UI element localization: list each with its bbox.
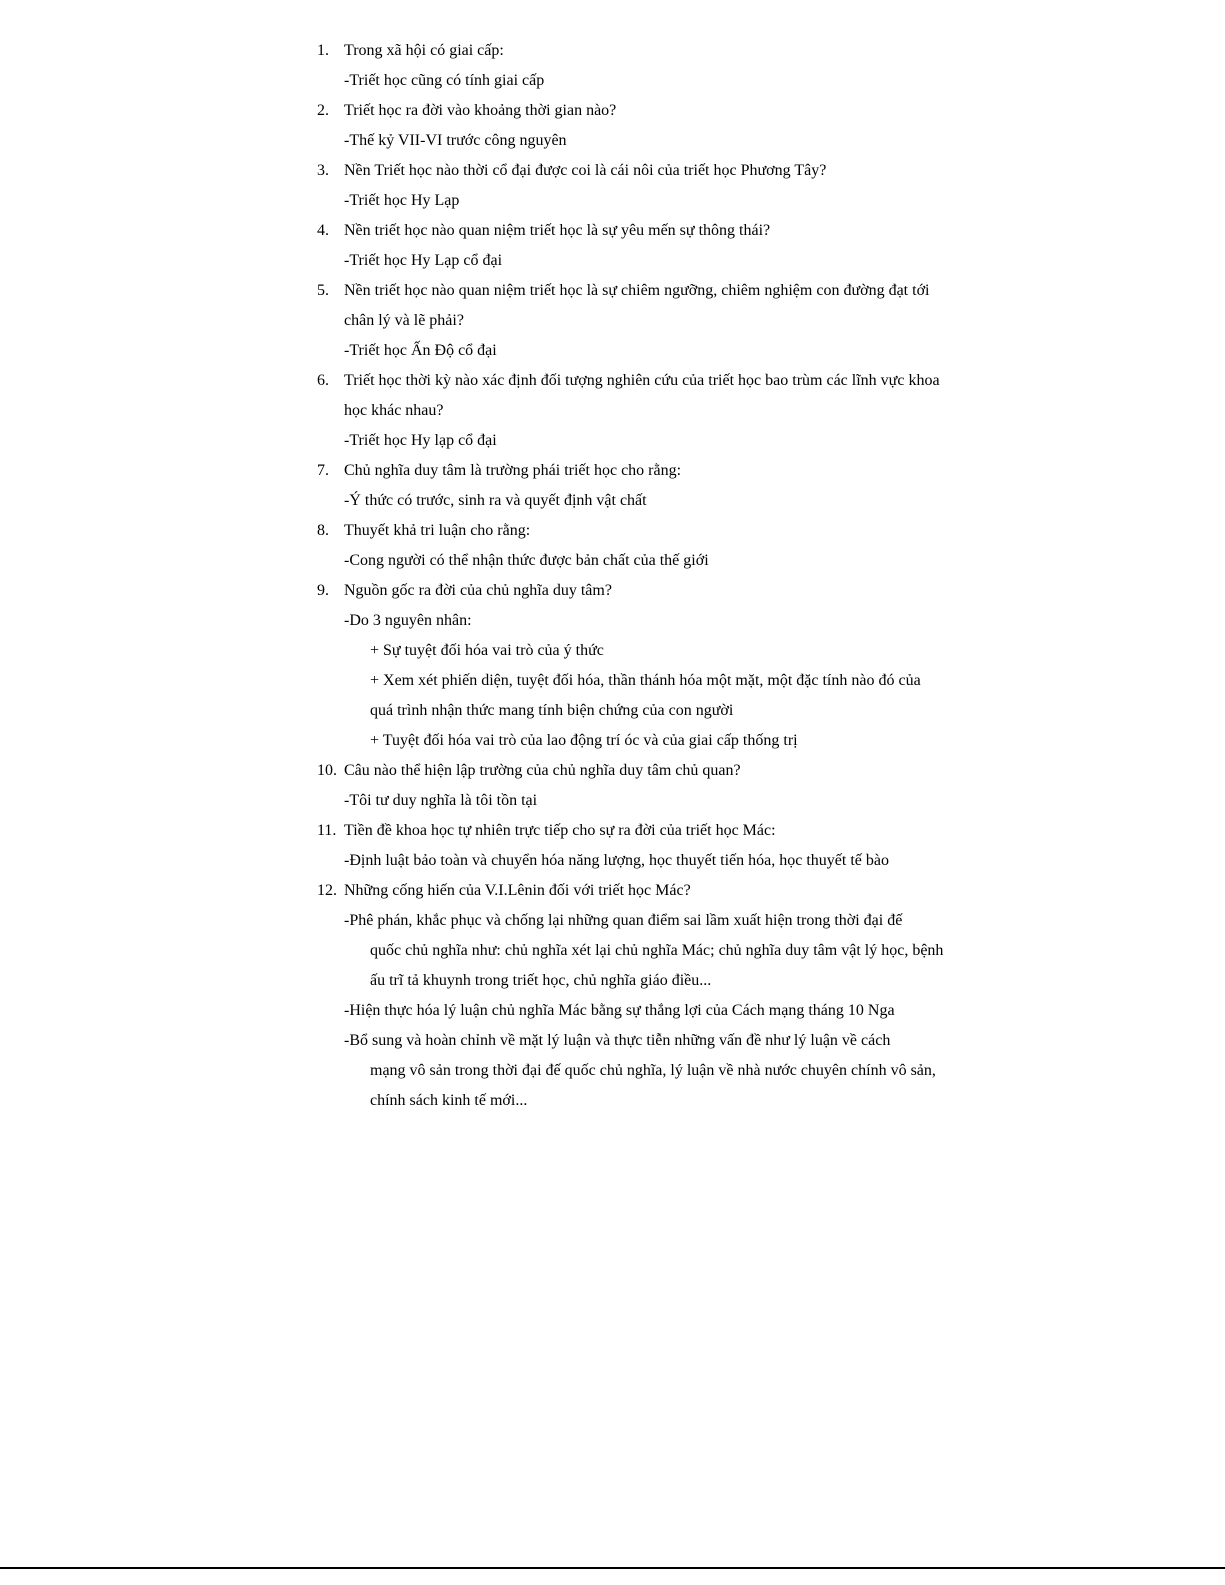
question-text: Chủ nghĩa duy tâm là trường phái triết học cho rằng: (344, 462, 682, 479)
question-line (0, 36, 1225, 66)
question-text: Triết học thời kỳ nào xác định đối tượng nghiên cứu của triết học bao trùm các lĩnh vực khoa (344, 372, 940, 389)
question-number: 9. (317, 582, 329, 599)
question-text: Những cống hiến của V.I.Lênin đối với triết học Mác? (344, 882, 691, 899)
question-line (0, 756, 1225, 786)
sub-point-line (0, 726, 1225, 756)
answer-line (0, 186, 1225, 216)
answer-text: -Cong người có thể nhận thức được bản chất của thế giới (344, 552, 709, 569)
question-number: 3. (317, 162, 329, 179)
answer-text: -Triết học Ấn Độ cổ đại (344, 342, 497, 359)
answer-text: -Tôi tư duy nghĩa là tôi tồn tại (344, 792, 538, 809)
answer-line (0, 546, 1225, 576)
answer-text: -Ý thức có trước, sinh ra và quyết định vật chất (344, 492, 647, 509)
answer-line (0, 66, 1225, 96)
answer-line (0, 786, 1225, 816)
answer-line (0, 606, 1225, 636)
question-line (0, 876, 1225, 906)
answer-text: -Triết học Hy Lạp cổ đại (344, 252, 503, 269)
answer-continuation (0, 936, 1225, 966)
document-page (0, 36, 1225, 1116)
question-line (0, 516, 1225, 546)
sub-point-text: + Xem xét phiến diện, tuyệt đối hóa, thần thánh hóa một mặt, một đặc tính nào đó của (370, 672, 921, 689)
answer-text: -Phê phán, khắc phục và chống lại những quan điểm sai lầm xuất hiện trong thời đại đế (344, 912, 903, 929)
answer-text: -Triết học Hy Lạp (344, 192, 460, 209)
answer-line (0, 126, 1225, 156)
question-text: Thuyết khả tri luận cho rằng: (344, 522, 531, 539)
question-number: 11. (317, 822, 337, 839)
question-line (0, 276, 1225, 306)
answer-text: -Do 3 nguyên nhân: (344, 612, 472, 629)
question-number: 4. (317, 222, 329, 239)
answer-text: -Bổ sung và hoàn chỉnh về mặt lý luận và thực tiễn những vấn đề như lý luận về cách (344, 1032, 891, 1049)
question-line (0, 816, 1225, 846)
answer-text-continued: chính sách kinh tế mới... (370, 1092, 528, 1109)
answer-continuation (0, 1056, 1225, 1086)
question-text: Câu nào thể hiện lập trường của chủ nghĩa duy tâm chủ quan? (344, 762, 741, 779)
sub-point-continuation (0, 696, 1225, 726)
question-number: 5. (317, 282, 329, 299)
question-text: Triết học ra đời vào khoảng thời gian nào? (344, 102, 617, 119)
answer-text: -Định luật bảo toàn và chuyển hóa năng lượng, học thuyết tiến hóa, học thuyết tế bào (344, 852, 889, 869)
question-number: 8. (317, 522, 329, 539)
question-number: 6. (317, 372, 329, 389)
question-text-continued: chân lý và lẽ phải? (344, 312, 464, 329)
question-number: 10. (317, 762, 337, 779)
question-text-continued: học khác nhau? (344, 402, 444, 419)
answer-text: -Triết học cũng có tính giai cấp (344, 72, 545, 89)
page-bottom-rule (0, 1567, 1225, 1569)
question-number: 1. (317, 42, 329, 59)
question-text: Nền triết học nào quan niệm triết học là sự yêu mến sự thông thái? (344, 222, 771, 239)
question-continuation (0, 396, 1225, 426)
answer-text: -Thế kỷ VII-VI trước công nguyên (344, 132, 567, 149)
answer-line (0, 1026, 1225, 1056)
answer-continuation (0, 1086, 1225, 1116)
answer-line (0, 336, 1225, 366)
answer-line (0, 846, 1225, 876)
question-line (0, 576, 1225, 606)
sub-point-text: + Tuyệt đối hóa vai trò của lao động trí óc và của giai cấp thống trị (370, 732, 798, 749)
answer-line (0, 486, 1225, 516)
answer-line (0, 996, 1225, 1026)
question-line (0, 156, 1225, 186)
sub-point-text: + Sự tuyệt đối hóa vai trò của ý thức (370, 642, 604, 659)
question-number: 7. (317, 462, 329, 479)
answer-line (0, 906, 1225, 936)
answer-text: -Triết học Hy lạp cổ đại (344, 432, 497, 449)
answer-text-continued: mạng vô sản trong thời đại đế quốc chủ nghĩa, lý luận về nhà nước chuyên chính vô sản, (370, 1062, 936, 1079)
sub-point-line (0, 636, 1225, 666)
question-text: Nguồn gốc ra đời của chủ nghĩa duy tâm? (344, 582, 612, 599)
answer-text: -Hiện thực hóa lý luận chủ nghĩa Mác bằng sự thắng lợi của Cách mạng tháng 10 Nga (344, 1002, 895, 1019)
answer-text-continued: quốc chủ nghĩa như: chủ nghĩa xét lại chủ nghĩa Mác; chủ nghĩa duy tâm vật lý học, bệnh (370, 942, 944, 959)
sub-point-line (0, 666, 1225, 696)
question-line (0, 216, 1225, 246)
answer-continuation (0, 966, 1225, 996)
question-text: Nền triết học nào quan niệm triết học là sự chiêm ngưỡng, chiêm nghiệm con đường đạt tới (344, 282, 930, 299)
question-number: 2. (317, 102, 329, 119)
question-line (0, 366, 1225, 396)
answer-text-continued: ấu trĩ tả khuynh trong triết học, chủ nghĩa giáo điều... (370, 972, 712, 989)
question-text: Trong xã hội có giai cấp: (344, 42, 504, 59)
question-line (0, 456, 1225, 486)
question-line (0, 96, 1225, 126)
question-continuation (0, 306, 1225, 336)
question-number: 12. (317, 882, 337, 899)
answer-line (0, 426, 1225, 456)
question-text: Nền Triết học nào thời cổ đại được coi là cái nôi của triết học Phương Tây? (344, 162, 827, 179)
answer-line (0, 246, 1225, 276)
question-text: Tiền đề khoa học tự nhiên trực tiếp cho sự ra đời của triết học Mác: (344, 822, 776, 839)
sub-point-text-continued: quá trình nhận thức mang tính biện chứng của con người (370, 702, 734, 719)
